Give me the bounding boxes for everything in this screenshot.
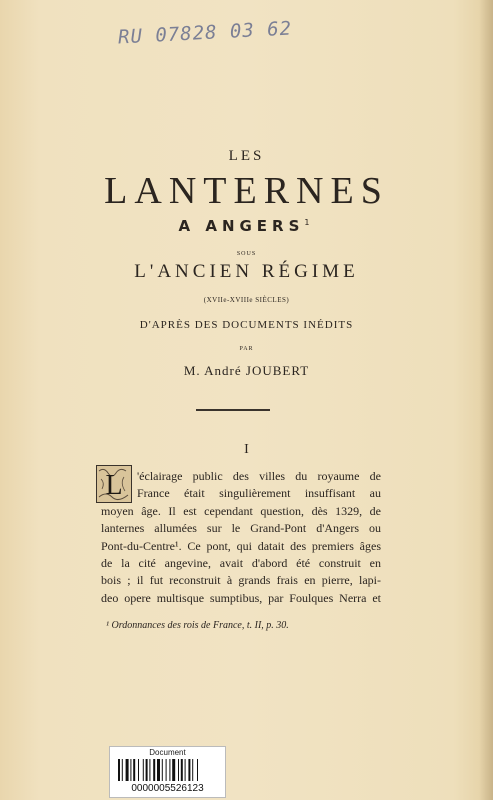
author-name: M. André JOUBERT	[183, 363, 310, 378]
body-line: France était singulièrement insuffisant au	[137, 486, 381, 501]
section-numeral: I	[244, 442, 249, 457]
title-angers	[0, 217, 493, 235]
title-sous: SOUS	[236, 251, 257, 257]
body-line: deo opere multisque sumptibus, par Foulques Nerra et	[101, 590, 381, 605]
title-angers-note: 1	[304, 218, 315, 227]
title-regime: L'ANCIEN RÉGIME	[134, 261, 359, 282]
page-edge-shadow	[479, 0, 493, 800]
dropcap-letter: L	[105, 470, 123, 501]
body-paragraph	[101, 468, 381, 607]
barcode-label-sticker	[109, 746, 226, 798]
body-line: de la cité angevine, avait d'abord été construit en	[101, 556, 381, 571]
barcode-label: Document	[149, 748, 186, 757]
barcode-bars	[118, 759, 217, 781]
footnote: ¹ Ordonnances des rois de France, t. II, p. 30.	[106, 620, 289, 631]
body-line: moyen âge. Il est cependant question, dès 1329, de	[101, 503, 381, 518]
body-line: Pont-du-Centre¹. Ce pont, qui datait des premiers âges	[101, 538, 381, 553]
title-par: PAR	[239, 346, 254, 352]
body-line: 'éclairage public des villes du royaume de	[137, 469, 381, 483]
body-line: lanternes allumées sur le Grand-Pont d'Angers ou	[101, 521, 381, 536]
body-line: bois ; il fut reconstruit à grands frais en pierre, lapi-	[101, 573, 381, 588]
barcode-number: 0000005526123	[131, 783, 204, 794]
title-les: LES	[228, 148, 265, 164]
title-apres: D'APRÈS DES DOCUMENTS INÉDITS	[139, 319, 354, 331]
title-main: LANTERNES	[104, 170, 389, 212]
title-divider	[196, 409, 270, 411]
archive-mark: RU 07828 03 62	[117, 17, 293, 49]
title-siecles: (XVIIe-XVIIIe SIÈCLES)	[203, 296, 290, 304]
title-angers-text: A ANGERS	[178, 217, 305, 235]
